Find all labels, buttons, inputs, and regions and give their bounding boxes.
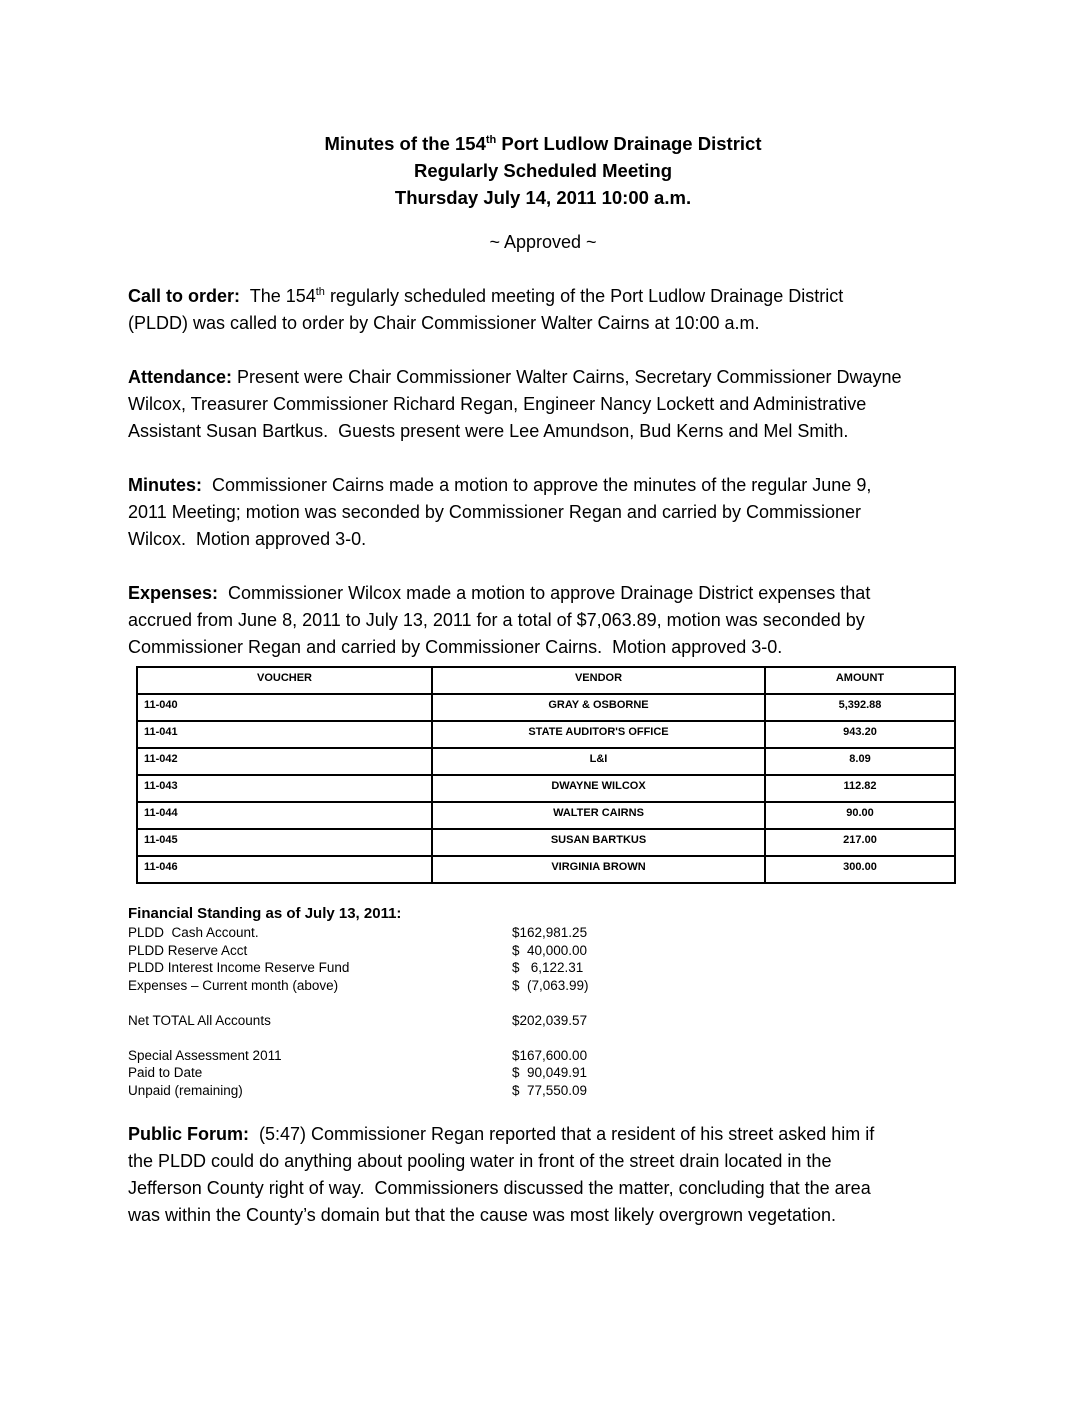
call-to-order-paragraph [128,283,958,337]
table-row [137,802,955,829]
financial-amount: $ 77,550.09 [512,1082,588,1098]
amount-cell: 112.82 [765,775,955,802]
financial-amount: $167,600.00 [512,1047,588,1063]
voucher-cell: 11-044 [137,802,432,829]
amount-cell: 217.00 [765,829,955,856]
table-row [137,748,955,775]
title-line-2: Regularly Scheduled Meeting [413,160,673,181]
paragraph-line: 2011 Meeting; motion was seconded by Commissioner Regan and carried by Commissioner [128,502,862,522]
financial-row [128,959,958,977]
vendor-cell: DWAYNE WILCOX [432,775,765,802]
paragraph-line: was within the County’s domain but that the cause was most likely overgrown vegetation. [128,1205,837,1225]
expenses-paragraph [128,580,958,661]
voucher-cell: 11-046 [137,856,432,883]
attendance-paragraph [128,364,958,445]
financial-amount: $ 40,000.00 [512,942,588,958]
paragraph-line: Assistant Susan Bartkus. Guests present were Lee Amundson, Bud Kerns and Mel Smith. [128,421,849,441]
vendor-cell: L&I [432,748,765,775]
expenses-text: Commissioner Wilcox made a motion to approve Drainage District expenses that [218,583,871,603]
voucher-cell: 11-043 [137,775,432,802]
call-to-order-text: The 154 [240,286,316,306]
document-title [128,130,958,211]
financial-label: PLDD Reserve Acct [128,942,248,958]
financial-row [128,977,958,995]
paragraph-line [128,472,958,499]
amount-cell: 943.20 [765,721,955,748]
financial-amount: $ 90,049.91 [512,1065,588,1080]
financial-standing-heading: Financial Standing as of July 13, 2011: [128,905,402,922]
financial-label: Unpaid (remaining) [128,1082,243,1098]
financial-row-spacer [128,1029,958,1047]
public-forum-paragraph [128,1121,958,1229]
call-to-order-text-tail: regularly scheduled meeting of the Port Ludlow Drainage District [324,286,844,306]
paragraph-line [128,364,958,391]
minutes-paragraph [128,472,958,553]
vendor-cell: VIRGINIA BROWN [432,856,765,883]
paragraph-line: the PLDD could do anything about pooling water in front of the street drain located in the [128,1151,832,1171]
amount-cell: 8.09 [765,748,955,775]
amount-cell: 300.00 [765,856,955,883]
vendor-cell: WALTER CAIRNS [432,802,765,829]
call-to-order-superscript: th [315,286,325,298]
financial-row [128,1082,958,1100]
financial-label [128,1029,512,1047]
public-forum-label: Public Forum: [128,1124,249,1144]
amount-cell: 5,392.88 [765,694,955,721]
paragraph-line: Wilcox, Treasurer Commissioner Richard Regan, Engineer Nancy Lockett and Administrative [128,394,867,414]
title-line-1-post: Port Ludlow Drainage District [496,133,762,154]
vendor-cell: GRAY & OSBORNE [432,694,765,721]
financial-label: Expenses – Current month (above) [128,977,339,993]
public-forum-text: (5:47) Commissioner Regan reported that a resident of his street asked him if [249,1124,875,1144]
financial-label [128,994,512,1012]
voucher-cell: 11-042 [137,748,432,775]
paragraph-line [128,283,958,310]
financial-row [128,942,958,960]
voucher-cell: 11-040 [137,694,432,721]
financial-label: Special Assessment 2011 [128,1047,282,1063]
table-header-row [137,667,955,694]
voucher-column-header: VOUCHER [137,667,432,694]
paragraph-line: accrued from June 8, 2011 to July 13, 2011 for a total of $7,063.89, motion was seconded by [128,610,865,630]
financial-amount: $162,981.25 [512,925,588,940]
title-line-3: Thursday July 14, 2011 10:00 a.m. [394,187,692,208]
paragraph-line: Jefferson County right of way. Commissioners discussed the matter, concluding that the area [128,1178,871,1198]
amount-column-header: AMOUNT [765,667,955,694]
voucher-cell: 11-045 [137,829,432,856]
table-row [137,694,955,721]
attendance-text: Present were Chair Commissioner Walter Cairns, Secretary Commissioner Dwayne [232,367,902,387]
paragraph-line [128,580,958,607]
financial-row [128,1064,958,1082]
financial-amount: $ 6,122.31 [512,960,584,975]
vendor-column-header: VENDOR [432,667,765,694]
financial-label: Net TOTAL All Accounts [128,1012,271,1028]
financial-row-spacer [128,994,958,1012]
financial-row [128,1047,958,1065]
financial-amount: $ (7,063.99) [512,977,589,993]
title-line-1-superscript: th [485,133,497,146]
financial-label: Paid to Date [128,1065,203,1080]
paragraph-line [128,1121,958,1148]
table-row [137,775,955,802]
table-row [137,721,955,748]
attendance-label: Attendance: [128,367,233,387]
financial-amount: $202,039.57 [512,1012,588,1028]
paragraph-line: Commissioner Regan and carried by Commissioner Cairns. Motion approved 3-0. [128,637,783,657]
financial-row [128,1012,958,1030]
title-line-1 [128,130,958,157]
financial-row [128,924,958,942]
voucher-table [136,666,956,884]
amount-cell: 90.00 [765,802,955,829]
minutes-text: Commissioner Cairns made a motion to approve the minutes of the regular June 9, [202,475,872,495]
expenses-label: Expenses: [128,583,219,603]
paragraph-line: Wilcox. Motion approved 3-0. [128,529,367,549]
approved-status: ~ Approved ~ [489,232,597,252]
vendor-cell: SUSAN BARTKUS [432,829,765,856]
call-to-order-label: Call to order: [128,286,241,306]
title-line-1-pre: Minutes of the 154 [324,133,486,154]
financial-label: PLDD Interest Income Reserve Fund [128,960,350,975]
table-row [137,856,955,883]
financial-label: PLDD Cash Account. [128,925,259,940]
voucher-cell: 11-041 [137,721,432,748]
financial-standing-section [128,904,958,1099]
vendor-cell: STATE AUDITOR'S OFFICE [432,721,765,748]
paragraph-line: (PLDD) was called to order by Chair Commissioner Walter Cairns at 10:00 a.m. [128,313,760,333]
table-row [137,829,955,856]
minutes-label: Minutes: [128,475,202,495]
